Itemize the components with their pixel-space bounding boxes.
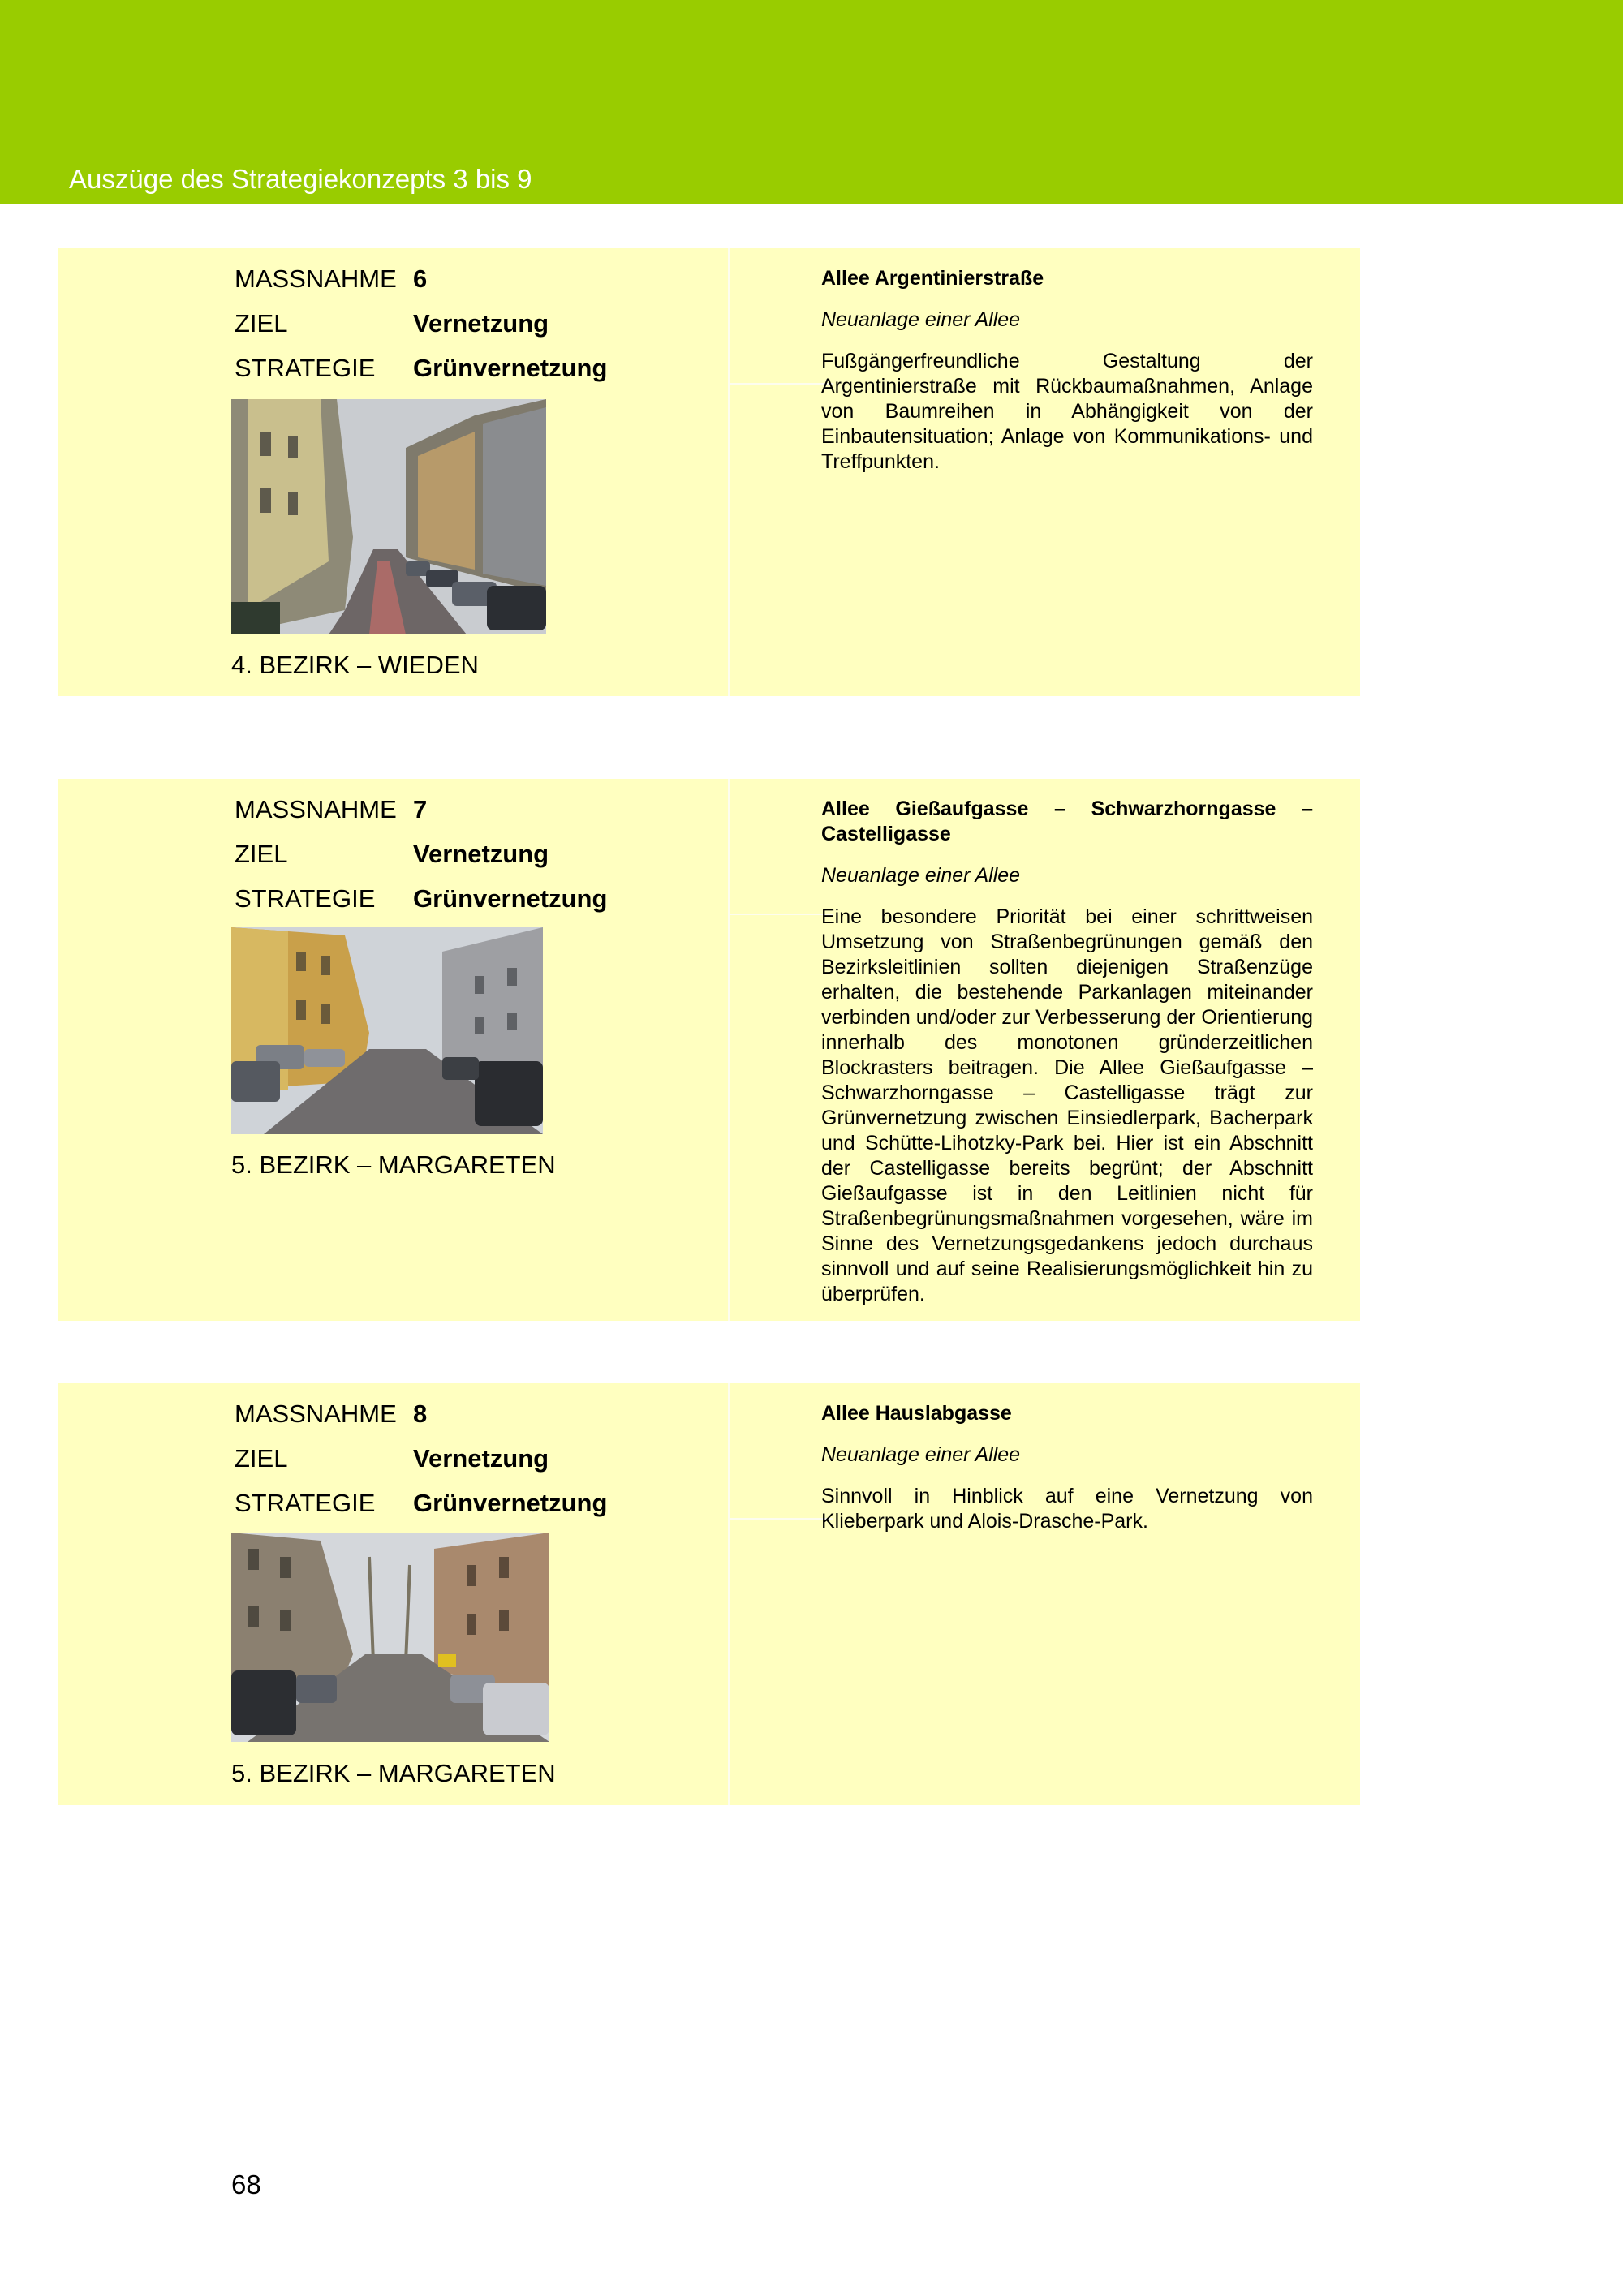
street-photo — [231, 1533, 549, 1742]
header-bar — [0, 0, 1623, 204]
massnahme-label: MASSNAHME — [235, 1400, 397, 1428]
measure-card-6 — [58, 248, 1360, 696]
district-label: 5. BEZIRK – MARGARETEN — [231, 1759, 556, 1787]
header-title: Auszüge des Strategiekonzepts 3 bis 9 — [69, 164, 532, 194]
measure-title: Allee Gießaufgasse – Schwarzhorngasse – Castelligasse — [821, 798, 1313, 845]
massnahme-number: 7 — [413, 795, 428, 823]
measure-card-8 — [58, 1383, 1360, 1805]
street-photo — [231, 399, 546, 634]
page-number: 68 — [231, 2169, 261, 2199]
massnahme-label: MASSNAHME — [235, 795, 397, 823]
ziel-value: Vernetzung — [413, 309, 549, 338]
measure-subtitle: Neuanlage einer Allee — [821, 308, 1021, 331]
massnahme-number: 6 — [413, 264, 428, 293]
ziel-value: Vernetzung — [413, 1444, 549, 1473]
district-label: 5. BEZIRK – MARGARETEN — [231, 1150, 556, 1179]
ziel-label: ZIEL — [235, 1444, 288, 1473]
ziel-label: ZIEL — [235, 309, 288, 338]
measure-body: Fußgängerfreundliche Gestaltung der Argentinierstraße mit Rückbaumaßnahmen, Anlage von Baumreihen in Abhängigkeit von der Einbautensituation; Anlage von Kommunikations- und Treffpunkten. — [821, 350, 1313, 473]
measure-card-7 — [58, 779, 1360, 1321]
measure-subtitle: Neuanlage einer Allee — [821, 864, 1021, 887]
measure-body: Eine besondere Priorität bei einer schrittweisen Umsetzung von Straßenbegrünungen gemäß den Bezirksleitlinien sollten diejenigen Straßenzüge erhalten, die bestehende Parkanlagen miteinander verbinden und/oder zur Verbesserung der Orientierung innerhalb des monotonen gründerzeitlichen Blockrasters beitragen. Die Allee Gießaufgasse – Schwarzhorngasse – Castelligasse trägt zur Grünvernetzung zwischen Einsiedlerpark, Bacherpark und Schütte-Lihotzky-Park bei. Hier ist ein Abschnitt der Castelligasse bereits begrünt; der Abschnitt Gießaufgasse ist in den Leitlinien nicht für Straßenbegrünungsmaßnahmen vorgesehen, wäre im Sinne des Vernetzungsgedankens jedoch durchaus sinnvoll und auf seine Realisierungsmöglichkeit hin zu überprüfen. — [821, 905, 1313, 1305]
strategie-value: Grünvernetzung — [413, 354, 608, 382]
ziel-label: ZIEL — [235, 840, 288, 868]
strategie-value: Grünvernetzung — [413, 884, 608, 913]
ziel-value: Vernetzung — [413, 840, 549, 868]
measure-body: Sinnvoll in Hinblick auf eine Vernetzung von Klieberpark und Alois-Drasche-Park. — [821, 1485, 1313, 1533]
strategie-value: Grünvernetzung — [413, 1489, 608, 1517]
massnahme-number: 8 — [413, 1400, 428, 1428]
measure-title: Allee Argentinierstraße — [821, 267, 1044, 290]
street-photo — [231, 927, 543, 1134]
strategie-label: STRATEGIE — [235, 1489, 376, 1517]
strategie-label: STRATEGIE — [235, 884, 376, 913]
measure-subtitle: Neuanlage einer Allee — [821, 1443, 1021, 1466]
measure-title: Allee Hauslabgasse — [821, 1402, 1012, 1425]
district-label: 4. BEZIRK – WIEDEN — [231, 651, 479, 679]
strategie-label: STRATEGIE — [235, 354, 376, 382]
massnahme-label: MASSNAHME — [235, 264, 397, 293]
